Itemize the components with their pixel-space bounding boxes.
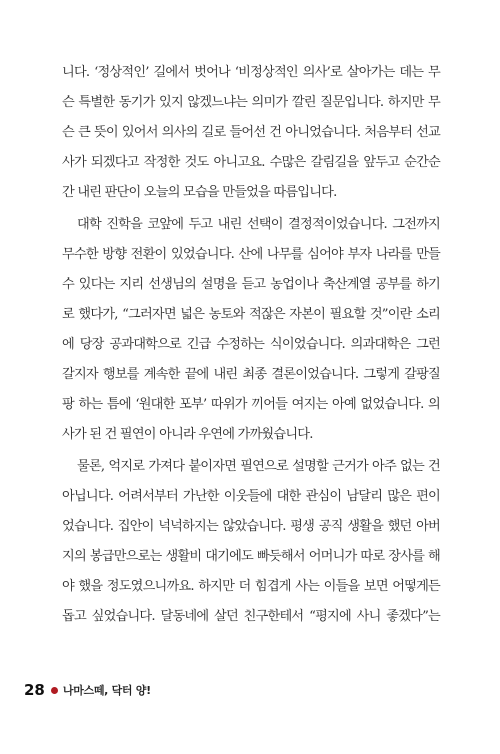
text-line: 슨 특별한 동기가 있지 않겠느냐는 의미가 깔린 질문입니다. 하지만 무 <box>62 95 440 110</box>
page-body <box>62 58 440 632</box>
page-number: 28 <box>24 681 45 699</box>
page-footer <box>24 680 151 700</box>
paragraph-2 <box>62 210 440 450</box>
paragraph-1 <box>62 58 440 208</box>
text-line: 대학 진학을 코앞에 두고 내린 선택이 결정적이었습니다. 그전까지 <box>77 217 440 232</box>
text-line: 니다. ‘정상적인’ 길에서 벗어나 ‘비정상적인 의사’로 살아가는 데는 무 <box>62 65 440 80</box>
text-line: 슨 큰 뜻이 있어서 의사의 길로 들어선 건 아니었습니다. 처음부터 선교 <box>62 125 440 140</box>
text-line: 팡 하는 틈에 ‘원대한 포부’ 따위가 끼어들 여지는 아예 없었습니다. 의 <box>62 397 440 412</box>
text-line: 사가 된 건 필연이 아니라 우연에 가까웠습니다. <box>62 427 313 442</box>
paragraph-3 <box>62 452 440 632</box>
text-line: 로 했다가, “그러자면 넓은 농토와 적잖은 자본이 필요할 것”이란 소리 <box>62 307 440 322</box>
text-line: 수 있다는 지리 선생님의 설명을 듣고 농업이나 축산계열 공부를 하기 <box>62 277 440 292</box>
text-line: 사가 되겠다고 작정한 것도 아니고요. 수많은 갈림길을 앞두고 순간순 <box>62 155 440 170</box>
text-line: 아닙니다. 어려서부터 가난한 이웃들에 대한 관심이 남달리 많은 편이 <box>62 489 440 504</box>
text-line: 에 당장 공과대학으로 긴급 수정하는 식이었습니다. 의과대학은 그런 <box>62 337 440 352</box>
book-title: 나마스떼, 닥터 양! <box>62 684 151 697</box>
text-line: 간 내린 판단이 오늘의 모습을 만들었을 따름입니다. <box>62 185 337 200</box>
bullet-dot-icon <box>51 687 58 694</box>
text-line: 돕고 싶었습니다. 달동네에 살던 친구한테서 “평지에 사니 좋겠다”는 <box>62 609 440 624</box>
text-line: 무수한 방향 전환이 있었습니다. 산에 나무를 심어야 부자 나라를 만들 <box>62 247 440 262</box>
text-line: 지의 봉급만으로는 생활비 대기에도 빠듯해서 어머니가 따로 장사를 해 <box>62 549 440 564</box>
text-line: 갈지자 행보를 계속한 끝에 내린 최종 결론이었습니다. 그렇게 갈팡질 <box>62 367 440 382</box>
text-line: 야 했을 정도였으니까요. 하지만 더 힘겹게 사는 이들을 보면 어떻게든 <box>62 579 440 594</box>
text-line: 물론, 억지로 가져다 붙이자면 필연으로 설명할 근거가 아주 없는 건 <box>77 459 440 474</box>
text-line: 었습니다. 집안이 넉넉하지는 않았습니다. 평생 공직 생활을 했던 아버 <box>62 519 440 534</box>
